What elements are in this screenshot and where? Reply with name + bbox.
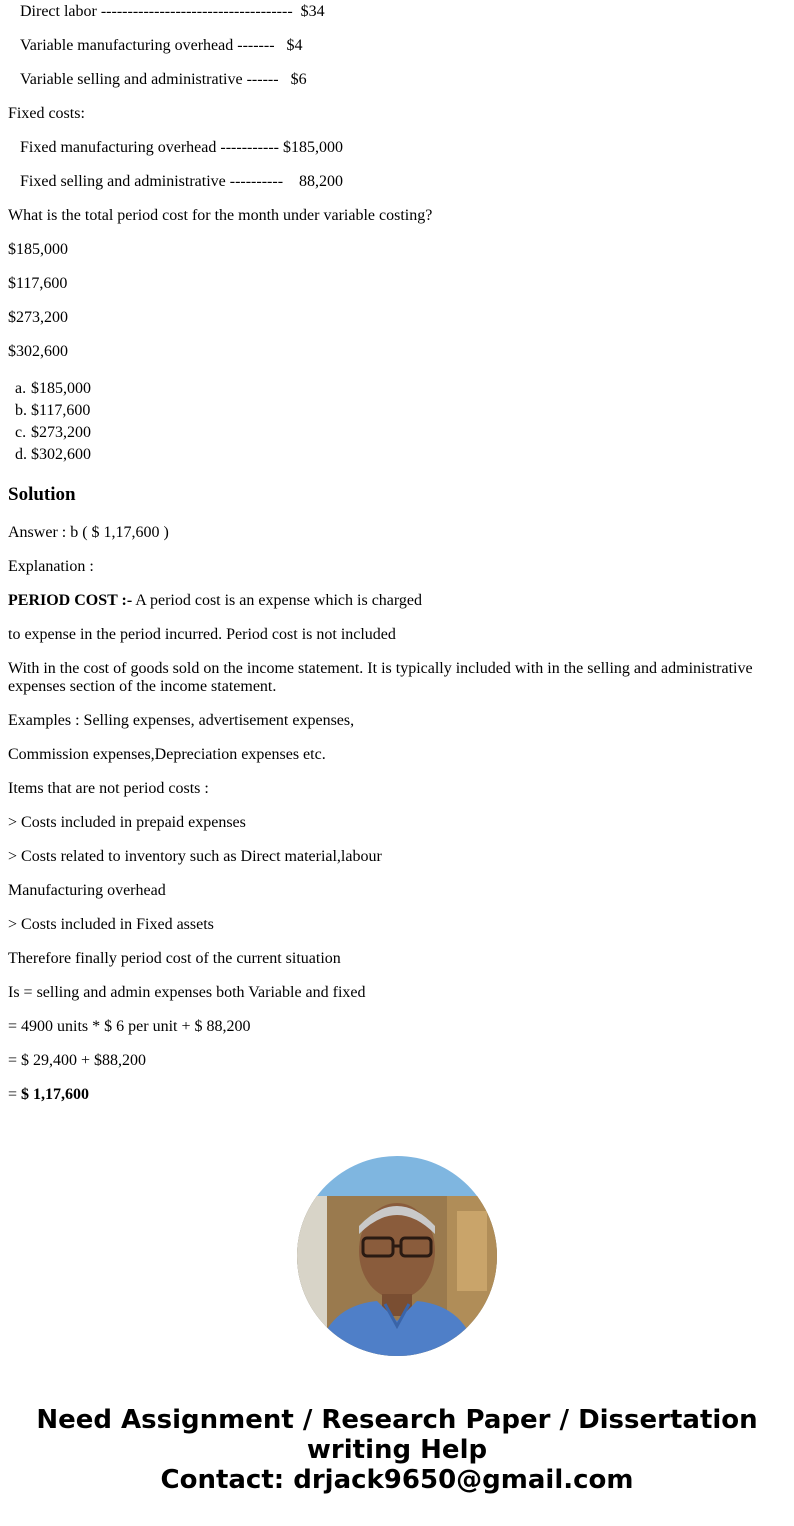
choice-item (8, 380, 786, 402)
not-period-item: > Costs included in Fixed assets (8, 916, 214, 933)
banner-contact: Contact: drjack9650@gmail.com (160, 1465, 634, 1495)
choice-letter: c. (15, 424, 27, 441)
cost-line-direct-labor: Direct labor ------------------------------------ $34 (20, 3, 325, 20)
calculation-line-2: = $ 29,400 + $88,200 (8, 1052, 147, 1069)
not-period-item: > Costs related to inventory such as Direct material,labour (8, 848, 382, 865)
cost-line-variable-selling-admin: Variable selling and administrative ------ $6 (20, 71, 307, 88)
choice-plain: $117,600 (8, 275, 68, 292)
calculation-result-value: $ 1,17,600 (21, 1086, 90, 1103)
explanation-line-2: to expense in the period incurred. Period cost is not included (8, 626, 396, 643)
choice-letter: b. (15, 402, 27, 419)
choice-text: $117,600 (31, 402, 91, 419)
conclusion-line-2: Is = selling and admin expenses both Variable and fixed (8, 984, 366, 1001)
choice-item (8, 402, 786, 424)
banner-line-1: Need Assignment / Research Paper / Dissertation (36, 1405, 758, 1435)
period-cost-def-text: A period cost is an expense which is charged (132, 592, 423, 609)
cost-line-fixed-mfg-overhead: Fixed manufacturing overhead ----------- $185,000 (20, 139, 343, 156)
explanation-line-3: With in the cost of goods sold on the income statement. It is typically included with in the selling and administrative expenses section of the income statement. (8, 660, 753, 695)
period-cost-term: PERIOD COST :- (8, 592, 133, 609)
choice-letter: d. (15, 446, 27, 463)
solution-heading: Solution (8, 484, 76, 505)
choice-text: $273,200 (31, 424, 91, 441)
choice-item (8, 424, 786, 446)
contact-banner (0, 1405, 794, 1495)
choice-letter: a. (15, 380, 27, 397)
conclusion-line-1: Therefore finally period cost of the current situation (8, 950, 341, 967)
not-period-heading: Items that are not period costs : (8, 780, 209, 797)
explanation-label: Explanation : (8, 558, 94, 575)
fixed-costs-heading: Fixed costs: (8, 105, 85, 122)
not-period-item: > Costs included in prepaid expenses (8, 814, 246, 831)
banner-line-2: writing Help (306, 1435, 488, 1465)
not-period-item: Manufacturing overhead (8, 882, 166, 899)
question-prompt: What is the total period cost for the month under variable costing? (8, 207, 433, 224)
calculation-line-1: = 4900 units * $ 6 per unit + $ 88,200 (8, 1018, 251, 1035)
avatar-portrait-image (297, 1156, 497, 1356)
calculation-result (8, 1086, 786, 1104)
period-cost-definition (8, 592, 786, 610)
choice-plain: $185,000 (8, 241, 68, 258)
document-body (0, 3, 794, 1104)
examples-line-2: Commission expenses,Depreciation expenses etc. (8, 746, 326, 763)
avatar (297, 1156, 497, 1356)
answer-line: Answer : b ( $ 1,17,600 ) (8, 524, 169, 541)
cost-line-fixed-selling-admin: Fixed selling and administrative ---------- 88,200 (20, 173, 344, 190)
choice-item (8, 446, 786, 468)
lettered-choices (8, 380, 786, 468)
cost-line-variable-mfg-overhead: Variable manufacturing overhead ------- $4 (20, 37, 303, 54)
choice-plain: $302,600 (8, 343, 68, 360)
choice-text: $185,000 (31, 380, 91, 397)
calculation-result-prefix: = (8, 1086, 22, 1103)
choice-text: $302,600 (31, 446, 91, 463)
examples-line-1: Examples : Selling expenses, advertisement expenses, (8, 712, 355, 729)
choice-plain: $273,200 (8, 309, 68, 326)
